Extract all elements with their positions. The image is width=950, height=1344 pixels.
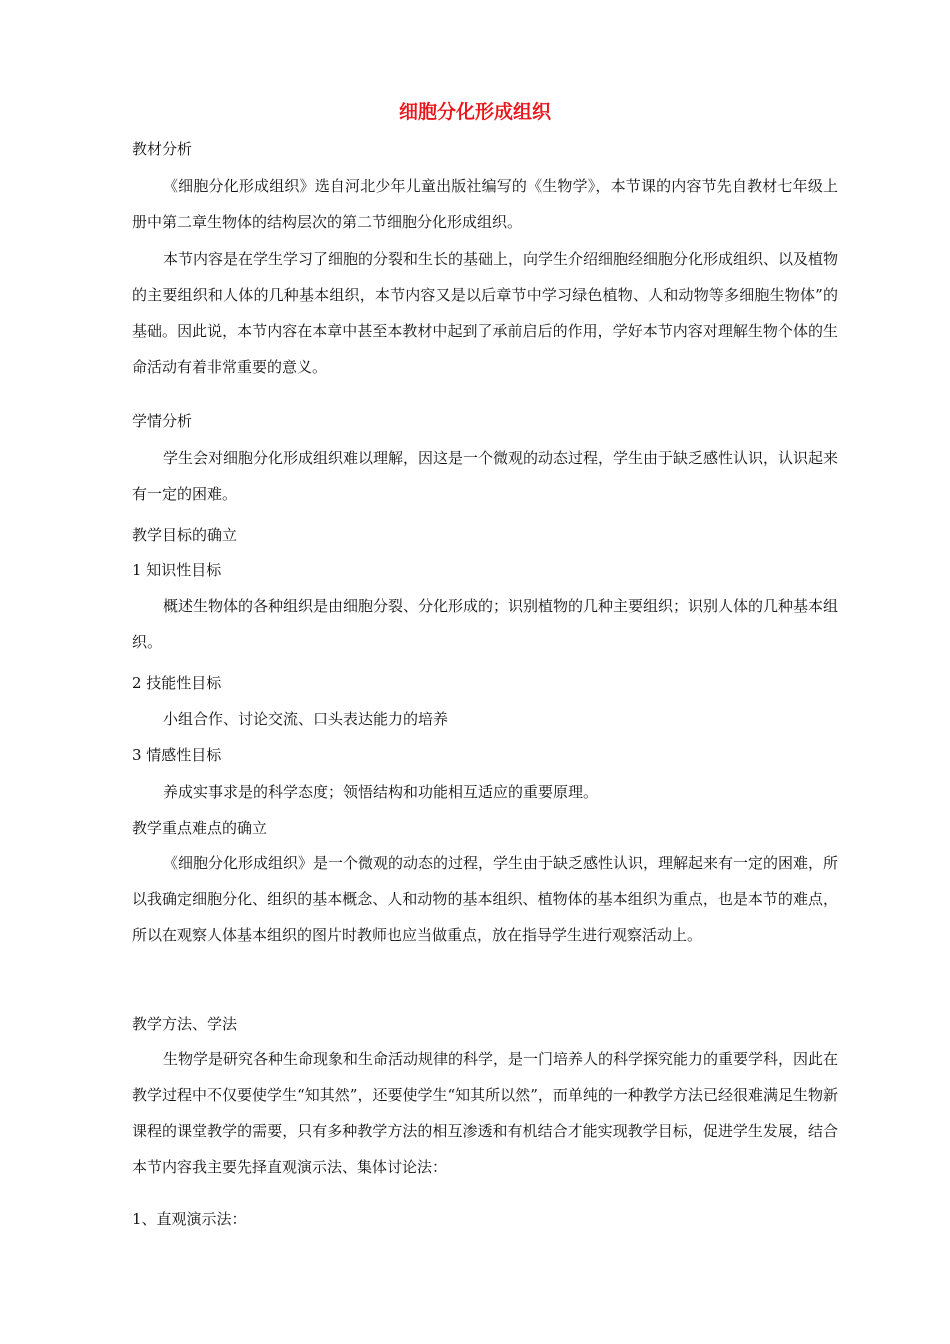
objective-skill-heading: 2 技能性目标 — [132, 674, 222, 692]
section-heading-student-analysis: 学情分析 — [132, 412, 193, 430]
objective-knowledge-text: 概述生物体的各种组织是由细胞分裂、分化形成的；识别植物的几种主要组织；识别人体的几种基本组织。 — [132, 597, 839, 651]
section-heading-methods: 教学方法、学法 — [132, 1015, 238, 1033]
objective-emotion-heading: 3 情感性目标 — [132, 746, 222, 764]
paragraph-textbook-content: 本节内容是在学生学习了细胞的分裂和生长的基础上，向学生介绍细胞经细胞分化形成组织、以及植物的主要组织和人体的几种基本组织，本节内容又是以后章节中学习绿色植物、人和动物等多细胞生物体”的基础。因此说，本节内容在本章中甚至本教材中起到了承前启后的作用，学好本节内容对理解生物个体的生命活动有着非常重要的意义。 — [132, 250, 839, 376]
paragraph-key-points: 《细胞分化形成组织》是一个微观的动态的过程，学生由于缺乏感性认识，理解起来有一定的困难，所以我确定细胞分化、组织的基本概念、人和动物的基本组织、植物体的基本组织为重点，也是本节的难点，所以在观察人体基本组织的图片时教师也应当做重点，放在指导学生进行观察活动上。 — [132, 854, 839, 944]
section-heading-textbook-analysis: 教材分析 — [132, 140, 193, 158]
paragraph-methods: 生物学是研究各种生命现象和生命活动规律的科学，是一门培养人的科学探究能力的重要学科，因此在教学过程中不仅要使学生“知其然”，还要使学生“知其所以然”，而单纯的一种教学方法已经很难满足生物新课程的课堂教学的需要，只有多种教学方法的相互渗透和有机结合才能实现教学目标，促进学生发展，结合本节内容我主要先择直观演示法、集体讨论法： — [132, 1050, 839, 1176]
document-title: 细胞分化形成组织 — [398, 101, 551, 123]
section-heading-objectives: 教学目标的确立 — [132, 526, 238, 544]
objective-knowledge-heading: 1 知识性目标 — [132, 561, 222, 579]
objective-emotion-text: 养成实事求是的科学态度；领悟结构和功能相互适应的重要原理。 — [163, 783, 599, 801]
section-heading-key-points: 教学重点难点的确立 — [132, 819, 268, 837]
paragraph-textbook-intro: 《细胞分化形成组织》选自河北少年儿童出版社编写的《生物学》，本节课的内容节先自教材七年级上册中第二章生物体的结构层次的第二节细胞分化形成组织。 — [132, 177, 838, 231]
method-item-demonstration: 1、直观演示法： — [132, 1210, 247, 1228]
objective-skill-text: 小组合作、讨论交流、口头表达能力的培养 — [163, 710, 449, 728]
paragraph-student-analysis: 学生会对细胞分化形成组织难以理解，因这是一个微观的动态过程，学生由于缺乏感性认识，认识起来有一定的困难。 — [132, 449, 839, 503]
